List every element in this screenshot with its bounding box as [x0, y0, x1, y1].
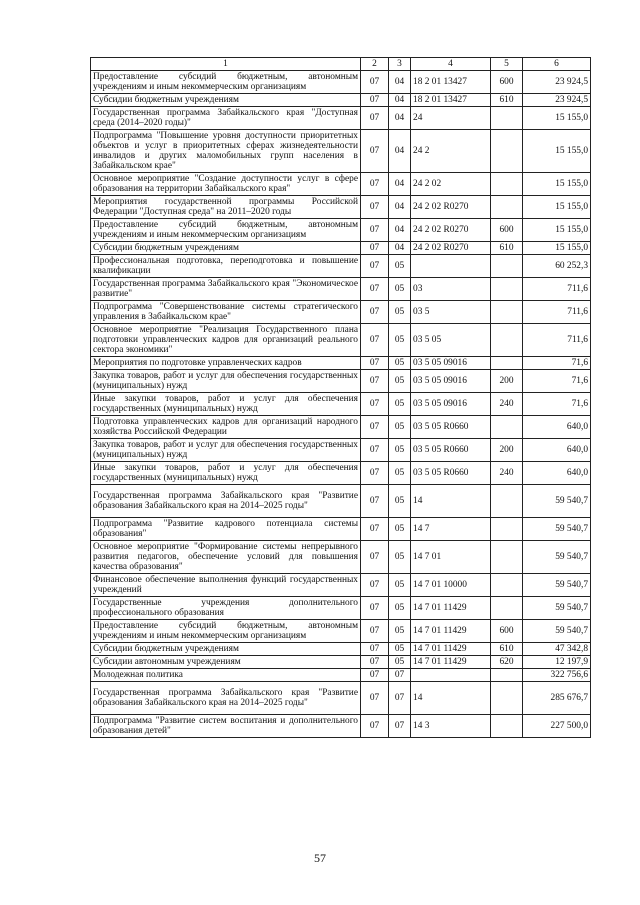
- section-code-cell: 07: [361, 324, 389, 357]
- table-row: [91, 324, 591, 357]
- row-name-cell: Подпрограмма "Повышение уровня доступности приоритетных объектов и услуг в приоритетных сферах жизнедеятельности инвалидов и других маломобильных групп населения в Забайкальском крае": [91, 130, 361, 173]
- row-name-cell: Мероприятия государственной программы Российской Федерации "Доступная среда" на 2011–2020 годы: [91, 196, 361, 219]
- section-code-cell: 07: [361, 485, 389, 518]
- table-row: [91, 173, 591, 196]
- row-name-cell: Субсидии автономным учреждениям: [91, 656, 361, 669]
- row-name-cell: Государственная программа Забайкальского края "Развитие образования Забайкальского края на 2014–2025 годы": [91, 682, 361, 715]
- section-code-cell: 07: [361, 357, 389, 370]
- expense-type-cell: 240: [491, 462, 523, 485]
- section-code-cell: 07: [361, 682, 389, 715]
- row-name-cell: Основное мероприятие "Реализация Государственного плана подготовки управленческих кадров для организаций реального сектора экономики": [91, 324, 361, 357]
- subsection-code-cell: 04: [389, 71, 411, 94]
- expense-type-cell: [491, 518, 523, 541]
- subsection-code-cell: 04: [389, 130, 411, 173]
- subsection-code-cell: 05: [389, 462, 411, 485]
- table-row: [91, 485, 591, 518]
- amount-cell: 15 155,0: [523, 219, 591, 242]
- target-article-cell: 03 5 05: [411, 324, 491, 357]
- table-row: [91, 255, 591, 278]
- target-article-cell: 24 2 02 R0270: [411, 196, 491, 219]
- table-row: [91, 130, 591, 173]
- table-row: [91, 301, 591, 324]
- amount-cell: 640,0: [523, 439, 591, 462]
- amount-cell: 71,6: [523, 370, 591, 393]
- subsection-code-cell: 05: [389, 597, 411, 620]
- amount-cell: 23 924,5: [523, 71, 591, 94]
- table-row: [91, 196, 591, 219]
- table-row: [91, 242, 591, 255]
- column-header: 2: [361, 58, 389, 71]
- row-name-cell: Государственная программа Забайкальского края "Экономическое развитие": [91, 278, 361, 301]
- target-article-cell: 03 5 05 09016: [411, 393, 491, 416]
- expense-type-cell: [491, 416, 523, 439]
- section-code-cell: 07: [361, 643, 389, 656]
- amount-cell: 71,6: [523, 393, 591, 416]
- row-name-cell: Финансовое обеспечение выполнения функций государственных учреждений: [91, 574, 361, 597]
- subsection-code-cell: 05: [389, 416, 411, 439]
- amount-cell: 12 197,9: [523, 656, 591, 669]
- column-header: 6: [523, 58, 591, 71]
- row-name-cell: Государственные учреждения дополнительного профессионального образования: [91, 597, 361, 620]
- row-name-cell: Подпрограмма "Развитие систем воспитания и дополнительного образования детей": [91, 715, 361, 738]
- row-name-cell: Иные закупки товаров, работ и услуг для обеспечения государственных (муниципальных) нужд: [91, 393, 361, 416]
- expense-type-cell: 600: [491, 71, 523, 94]
- amount-cell: 59 540,7: [523, 541, 591, 574]
- section-code-cell: 07: [361, 107, 389, 130]
- subsection-code-cell: 05: [389, 485, 411, 518]
- expense-type-cell: [491, 574, 523, 597]
- amount-cell: 322 756,6: [523, 669, 591, 682]
- target-article-cell: 18 2 01 13427: [411, 71, 491, 94]
- table-row: [91, 393, 591, 416]
- target-article-cell: 24 2 02: [411, 173, 491, 196]
- table-row: [91, 643, 591, 656]
- section-code-cell: 07: [361, 255, 389, 278]
- section-code-cell: 07: [361, 219, 389, 242]
- target-article-cell: [411, 669, 491, 682]
- table-row: [91, 574, 591, 597]
- amount-cell: 711,6: [523, 301, 591, 324]
- target-article-cell: 03 5 05 R0660: [411, 439, 491, 462]
- target-article-cell: 18 2 01 13427: [411, 94, 491, 107]
- row-name-cell: Подготовка управленческих кадров для организаций народного хозяйства Российской Федерации: [91, 416, 361, 439]
- expense-type-cell: [491, 597, 523, 620]
- table-row: [91, 370, 591, 393]
- subsection-code-cell: 07: [389, 669, 411, 682]
- target-article-cell: 24: [411, 107, 491, 130]
- table-row: [91, 107, 591, 130]
- expense-type-cell: 610: [491, 94, 523, 107]
- target-article-cell: 14 7 01 11429: [411, 643, 491, 656]
- subsection-code-cell: 05: [389, 357, 411, 370]
- table-row: [91, 278, 591, 301]
- subsection-code-cell: 07: [389, 715, 411, 738]
- amount-cell: 59 540,7: [523, 597, 591, 620]
- subsection-code-cell: 05: [389, 574, 411, 597]
- subsection-code-cell: 04: [389, 173, 411, 196]
- amount-cell: 285 676,7: [523, 682, 591, 715]
- subsection-code-cell: 05: [389, 541, 411, 574]
- section-code-cell: 07: [361, 669, 389, 682]
- section-code-cell: 07: [361, 173, 389, 196]
- amount-cell: 227 500,0: [523, 715, 591, 738]
- row-name-cell: Предоставление субсидий бюджетным, автономным учреждениям и иным некоммерческим организациям: [91, 71, 361, 94]
- expense-type-cell: [491, 130, 523, 173]
- expense-type-cell: [491, 173, 523, 196]
- section-code-cell: 07: [361, 301, 389, 324]
- section-code-cell: 07: [361, 597, 389, 620]
- table-row: [91, 94, 591, 107]
- subsection-code-cell: 05: [389, 518, 411, 541]
- section-code-cell: 07: [361, 620, 389, 643]
- column-header: 5: [491, 58, 523, 71]
- table-row: [91, 518, 591, 541]
- row-name-cell: Государственная программа Забайкальского края "Развитие образования Забайкальского края на 2014–2025 годы": [91, 485, 361, 518]
- table-row: [91, 439, 591, 462]
- target-article-cell: 14: [411, 485, 491, 518]
- subsection-code-cell: 05: [389, 324, 411, 357]
- amount-cell: 15 155,0: [523, 242, 591, 255]
- amount-cell: 59 540,7: [523, 518, 591, 541]
- amount-cell: 60 252,3: [523, 255, 591, 278]
- subsection-code-cell: 05: [389, 255, 411, 278]
- row-name-cell: Профессиональная подготовка, переподготовка и повышение квалификации: [91, 255, 361, 278]
- expense-type-cell: [491, 682, 523, 715]
- expense-type-cell: 600: [491, 620, 523, 643]
- section-code-cell: 07: [361, 196, 389, 219]
- expense-type-cell: 200: [491, 370, 523, 393]
- expense-type-cell: 240: [491, 393, 523, 416]
- table-row: [91, 357, 591, 370]
- target-article-cell: 24 2 02 R0270: [411, 219, 491, 242]
- target-article-cell: 03: [411, 278, 491, 301]
- header-row: [91, 58, 591, 71]
- subsection-code-cell: 04: [389, 196, 411, 219]
- section-code-cell: 07: [361, 416, 389, 439]
- section-code-cell: 07: [361, 715, 389, 738]
- expense-type-cell: [491, 196, 523, 219]
- expense-type-cell: 610: [491, 643, 523, 656]
- target-article-cell: 14 7 01: [411, 541, 491, 574]
- table-row: [91, 219, 591, 242]
- row-name-cell: Основное мероприятие "Формирование системы непрерывного развития педагогов, обеспечение условий для повышения качества образования": [91, 541, 361, 574]
- amount-cell: 23 924,5: [523, 94, 591, 107]
- subsection-code-cell: 05: [389, 643, 411, 656]
- table-row: [91, 620, 591, 643]
- expense-type-cell: [491, 278, 523, 301]
- row-name-cell: Основное мероприятие "Создание доступности услуг в сфере образования на территории Забайкальского края": [91, 173, 361, 196]
- amount-cell: 15 155,0: [523, 130, 591, 173]
- section-code-cell: 07: [361, 656, 389, 669]
- amount-cell: 47 342,8: [523, 643, 591, 656]
- amount-cell: 15 155,0: [523, 107, 591, 130]
- section-code-cell: 07: [361, 71, 389, 94]
- target-article-cell: 03 5 05 09016: [411, 357, 491, 370]
- subsection-code-cell: 05: [389, 439, 411, 462]
- subsection-code-cell: 07: [389, 682, 411, 715]
- column-header: 1: [91, 58, 361, 71]
- table-row: [91, 416, 591, 439]
- section-code-cell: 07: [361, 574, 389, 597]
- column-header: 4: [411, 58, 491, 71]
- target-article-cell: 03 5 05 09016: [411, 370, 491, 393]
- target-article-cell: 03 5: [411, 301, 491, 324]
- section-code-cell: 07: [361, 393, 389, 416]
- amount-cell: 640,0: [523, 462, 591, 485]
- subsection-code-cell: 04: [389, 107, 411, 130]
- subsection-code-cell: 04: [389, 219, 411, 242]
- row-name-cell: Субсидии бюджетным учреждениям: [91, 643, 361, 656]
- row-name-cell: Предоставление субсидий бюджетным, автономным учреждениям и иным некоммерческим организациям: [91, 219, 361, 242]
- subsection-code-cell: 05: [389, 301, 411, 324]
- target-article-cell: 24 2 02 R0270: [411, 242, 491, 255]
- table-row: [91, 715, 591, 738]
- table-row: [91, 462, 591, 485]
- target-article-cell: 14 7 01 11429: [411, 597, 491, 620]
- amount-cell: 15 155,0: [523, 173, 591, 196]
- row-name-cell: Мероприятия по подготовке управленческих кадров: [91, 357, 361, 370]
- row-name-cell: Предоставление субсидий бюджетным, автономным учреждениям и иным некоммерческим организациям: [91, 620, 361, 643]
- section-code-cell: 07: [361, 94, 389, 107]
- target-article-cell: 14 7: [411, 518, 491, 541]
- expense-type-cell: [491, 669, 523, 682]
- subsection-code-cell: 05: [389, 393, 411, 416]
- table-row: [91, 597, 591, 620]
- expense-type-cell: [491, 301, 523, 324]
- section-code-cell: 07: [361, 439, 389, 462]
- amount-cell: 15 155,0: [523, 196, 591, 219]
- amount-cell: 711,6: [523, 324, 591, 357]
- table-row: [91, 656, 591, 669]
- expense-type-cell: [491, 357, 523, 370]
- row-name-cell: Молодежная политика: [91, 669, 361, 682]
- section-code-cell: 07: [361, 370, 389, 393]
- target-article-cell: 03 5 05 R0660: [411, 462, 491, 485]
- column-header: 3: [389, 58, 411, 71]
- section-code-cell: 07: [361, 518, 389, 541]
- expense-type-cell: 600: [491, 219, 523, 242]
- row-name-cell: Государственная программа Забайкальского края "Доступная среда (2014–2020 годы)": [91, 107, 361, 130]
- section-code-cell: 07: [361, 242, 389, 255]
- amount-cell: 71,6: [523, 357, 591, 370]
- row-name-cell: Закупка товаров, работ и услуг для обеспечения государственных (муниципальных) нужд: [91, 370, 361, 393]
- expense-type-cell: [491, 715, 523, 738]
- target-article-cell: 14 7 01 11429: [411, 656, 491, 669]
- target-article-cell: [411, 255, 491, 278]
- amount-cell: 640,0: [523, 416, 591, 439]
- expense-type-cell: [491, 107, 523, 130]
- table-row: [91, 682, 591, 715]
- target-article-cell: 14 7 01 10000: [411, 574, 491, 597]
- expense-type-cell: [491, 485, 523, 518]
- amount-cell: 59 540,7: [523, 620, 591, 643]
- section-code-cell: 07: [361, 130, 389, 173]
- subsection-code-cell: 04: [389, 242, 411, 255]
- table-row: [91, 669, 591, 682]
- expense-type-cell: [491, 541, 523, 574]
- row-name-cell: Иные закупки товаров, работ и услуг для обеспечения государственных (муниципальных) нужд: [91, 462, 361, 485]
- target-article-cell: 24 2: [411, 130, 491, 173]
- budget-table: [90, 57, 591, 738]
- section-code-cell: 07: [361, 541, 389, 574]
- target-article-cell: 14: [411, 682, 491, 715]
- row-name-cell: Субсидии бюджетным учреждениям: [91, 94, 361, 107]
- amount-cell: 59 540,7: [523, 485, 591, 518]
- expense-type-cell: 620: [491, 656, 523, 669]
- target-article-cell: 14 3: [411, 715, 491, 738]
- subsection-code-cell: 05: [389, 278, 411, 301]
- section-code-cell: 07: [361, 462, 389, 485]
- subsection-code-cell: 05: [389, 620, 411, 643]
- section-code-cell: 07: [361, 278, 389, 301]
- row-name-cell: Субсидии бюджетным учреждениям: [91, 242, 361, 255]
- row-name-cell: Подпрограмма "Совершенствование системы стратегического управления в Забайкальском крае": [91, 301, 361, 324]
- subsection-code-cell: 04: [389, 94, 411, 107]
- subsection-code-cell: 05: [389, 656, 411, 669]
- amount-cell: 711,6: [523, 278, 591, 301]
- table-row: [91, 541, 591, 574]
- target-article-cell: 03 5 05 R0660: [411, 416, 491, 439]
- amount-cell: 59 540,7: [523, 574, 591, 597]
- expense-type-cell: 610: [491, 242, 523, 255]
- subsection-code-cell: 05: [389, 370, 411, 393]
- target-article-cell: 14 7 01 11429: [411, 620, 491, 643]
- table-row: [91, 71, 591, 94]
- row-name-cell: Подпрограмма "Развитие кадрового потенциала системы образования": [91, 518, 361, 541]
- page-number: 57: [314, 851, 326, 865]
- expense-type-cell: [491, 324, 523, 357]
- expense-type-cell: 200: [491, 439, 523, 462]
- expense-type-cell: [491, 255, 523, 278]
- row-name-cell: Закупка товаров, работ и услуг для обеспечения государственных (муниципальных) нужд: [91, 439, 361, 462]
